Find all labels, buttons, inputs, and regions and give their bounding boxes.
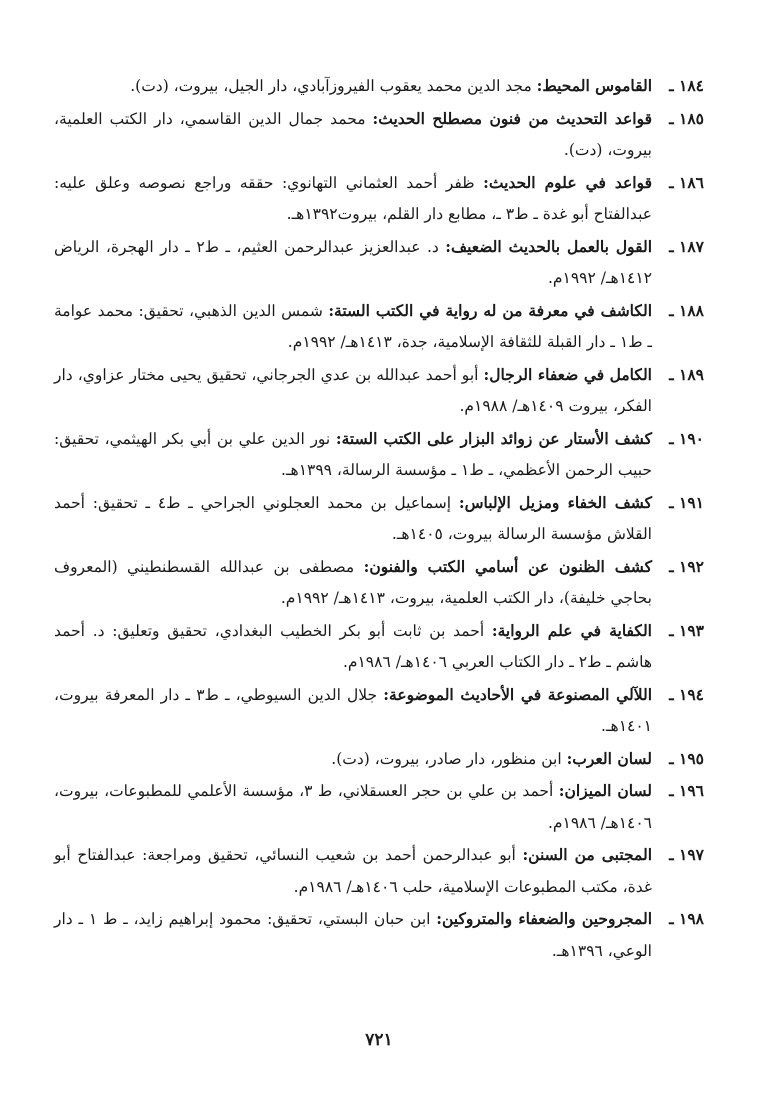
entry-title: قواعد التحديث من فنون مصطلح الحديث: (372, 108, 652, 128)
entry-number: ١٨٩ ـ (669, 364, 704, 384)
entry-title: الكفاية في علم الرواية: (491, 620, 652, 640)
entry-title: كشف الأستار عن زوائد البزار على الكتب الستة: (335, 428, 653, 448)
entry-text (54, 295, 652, 359)
entry-number: ١٩٣ ـ (669, 620, 704, 640)
entry-text (54, 231, 652, 295)
entry-text (54, 70, 652, 103)
entry-title: الكامل في ضعفاء الرجال: (483, 364, 652, 384)
entry-detail: أبو عبدالرحمن أحمد بن شعيب النسائي، تحقيق ومراجعة: عبدالفتاح أبو غدة، مكتب المطبوعات الإسلامية، حلب ١٤٠٦هـ/ ١٩٨٦م. (54, 846, 652, 896)
entry-detail: ابن حبان البستي، تحقيق: محمود إبراهيم زايد، ـ ط ١ ـ دار الوعي، ١٣٩٦هـ. (54, 910, 652, 960)
entry-number: ١٨٨ ـ (669, 300, 704, 320)
bibliography-entry (54, 231, 704, 295)
entry-text (54, 615, 652, 679)
entry-title: المجتبى من السنن: (522, 845, 652, 864)
entry-text (54, 551, 652, 615)
entry-title: كشف الخفاء ومزيل الإلباس: (458, 492, 652, 512)
entry-text (54, 167, 652, 231)
entry-number: ١٩٧ ـ (669, 845, 704, 864)
entry-detail: محمد جمال الدين القاسمي، دار الكتب العلمية، بيروت، (دت). (54, 109, 652, 159)
bibliography-entry (54, 743, 704, 776)
entry-number: ١٨٦ ـ (669, 172, 704, 192)
entry-text (54, 775, 652, 839)
entry-text (54, 487, 652, 551)
bibliography-entry (54, 295, 704, 359)
entry-title: لسان العرب: (566, 748, 652, 768)
entry-title: قواعد في علوم الحديث: (483, 172, 653, 192)
entry-text (54, 903, 652, 967)
bibliography-entry (54, 775, 704, 839)
entry-detail: مجد الدين محمد يعقوب الفيروزآبادي، دار الجيل، بيروت، (دت). (130, 77, 537, 95)
entry-number: ١٩٦ ـ (669, 781, 704, 800)
entry-number: ١٨٥ ـ (669, 108, 704, 128)
bibliography-entry (54, 615, 704, 679)
bibliography-entry (54, 359, 704, 423)
entry-detail: أبو أحمد عبدالله بن عدي الجرجاني، تحقيق يحيى مختار عزاوي، دار الفكر، بيروت ١٤٠٩هـ/ ١٩٨٨م. (54, 365, 652, 415)
entry-title: اللآلي المصنوعة في الأحاديث الموضوعة: (383, 684, 653, 704)
bibliography-entry (54, 839, 704, 903)
entry-detail: ظفر أحمد العثماني التهانوي: حققه وراجع نصوصه وعلق عليه: عبدالفتاح أبو غدة ـ ط٣ ـ، مطابع دار القلم، بيروت١٣٩٢هـ. (54, 173, 652, 223)
entry-detail: د. عبدالعزيز عبدالرحمن العثيم، ـ ط٢ ـ دار الهجرة، الرياض ١٤١٢هـ/ ١٩٩٢م. (54, 237, 652, 287)
bibliography-entry (54, 551, 704, 615)
bibliography-entry (54, 70, 704, 103)
entry-title: لسان الميزان: (558, 781, 652, 800)
entry-text (54, 743, 652, 776)
entry-detail: أحمد بن ثابت أبو بكر الخطيب البغدادي، تحقيق وتعليق: د. أحمد هاشم ـ ط٢ ـ دار الكتاب العربي ١٤٠٦هـ/ ١٩٨٦م. (54, 621, 652, 671)
entry-text (54, 423, 652, 487)
entry-number: ١٩٨ ـ (669, 909, 704, 928)
entry-number: ١٩٠ ـ (669, 428, 704, 448)
entry-detail: جلال الدين السيوطي، ـ ط٣ ـ دار المعرفة بيروت، ١٤٠١هـ. (54, 685, 652, 735)
entry-text (54, 359, 652, 423)
bibliography-entry (54, 903, 704, 967)
entry-number: ١٩٥ ـ (669, 748, 704, 768)
entry-detail: ابن منظور، دار صادر، بيروت، (دت). (331, 749, 567, 768)
entry-detail: إسماعيل بن محمد العجلوني الجراحي ـ ط٤ ـ تحقيق: أحمد القلاش مؤسسة الرسالة بيروت، ١٤٠٥هـ. (54, 493, 652, 543)
entry-detail: مصطفى بن عبدالله القسطنطيني (المعروف بحاجي خليفة)، دار الكتب العلمية، بيروت، ١٤١٣هـ/ ١٩٩٢م. (54, 557, 652, 607)
entry-number: ١٨٧ ـ (669, 236, 704, 256)
bibliography-list (54, 70, 704, 967)
entry-title: القاموس المحيط: (536, 76, 652, 95)
entry-detail: نور الدين علي بن أبي بكر الهيثمي، تحقيق: حبيب الرحمن الأعظمي، ـ ط١ ـ مؤسسة الرسالة، ١٣٩٩هـ. (54, 429, 652, 479)
bibliography-entry (54, 487, 704, 551)
entry-title: المجروحين والضعفاء والمتروكين: (436, 909, 653, 928)
entry-title: القول بالعمل بالحديث الضعيف: (445, 236, 653, 256)
bibliography-entry (54, 679, 704, 743)
bibliography-page (54, 70, 704, 967)
entry-title: الكاشف في معرفة من له رواية في الكتب الستة: (328, 300, 652, 320)
entry-text (54, 679, 652, 743)
entry-detail: شمس الدين الذهبي، تحقيق: محمد عوامة ـ ط١ ـ دار القبلة للثقافة الإسلامية، جدة، ١٤١٣هـ/ ١٩٩٢م. (54, 301, 652, 351)
entry-number: ١٩٢ ـ (669, 556, 704, 576)
entry-detail: أحمد بن علي بن حجر العسقلاني، ط ٣، مؤسسة الأعلمي للمطبوعات، بيروت، ١٤٠٦هـ/ ١٩٨٦م. (54, 782, 652, 832)
page-number: ٧٢١ (365, 1030, 393, 1050)
entry-title: كشف الظنون عن أسامي الكتب والفنون: (363, 556, 652, 576)
entry-text (54, 839, 652, 903)
entry-text (54, 103, 652, 167)
bibliography-entry (54, 167, 704, 231)
entry-number: ١٨٤ ـ (669, 76, 704, 95)
bibliography-entry (54, 423, 704, 487)
bibliography-entry (54, 103, 704, 167)
entry-number: ١٩١ ـ (669, 492, 704, 512)
entry-number: ١٩٤ ـ (669, 684, 704, 704)
